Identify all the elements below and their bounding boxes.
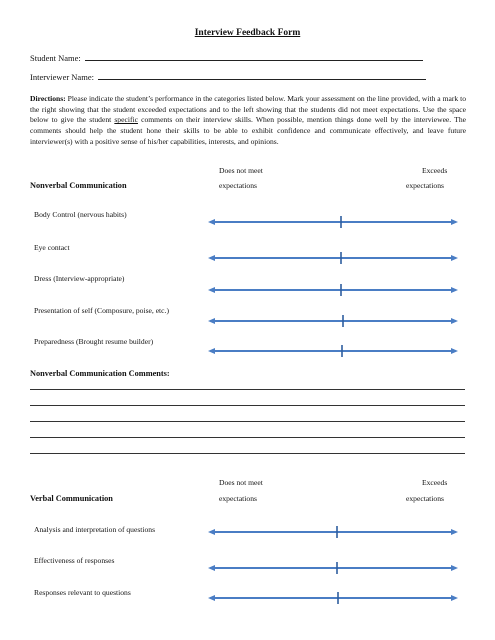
- interviewer-name-label: Interviewer Name:: [30, 72, 94, 82]
- scale-left-bottom: expectations: [219, 181, 257, 190]
- form-title: Interview Feedback Form: [194, 28, 301, 38]
- rating-scale-presentation[interactable]: [208, 315, 458, 327]
- arrow-left-icon: [208, 255, 215, 261]
- rating-scale-body-control[interactable]: [208, 216, 458, 228]
- scale-left-top: Does not meet: [219, 166, 263, 175]
- nonverbal-item-presentation: Presentation of self (Composure, poise, etc.): [34, 306, 169, 315]
- verbal-heading: Verbal Communication: [30, 494, 113, 503]
- nonverbal-item-dress: Dress (Interview-appropriate): [34, 274, 125, 283]
- arrow-left-icon: [208, 565, 215, 571]
- interviewer-name-line[interactable]: [98, 71, 426, 80]
- verbal-item-relevance: Responses relevant to questions: [34, 588, 131, 597]
- arrow-left-icon: [208, 318, 215, 324]
- arrow-right-icon: [451, 287, 458, 293]
- nonverbal-item-eye-contact: Eye contact: [34, 243, 70, 252]
- scale-left-top: Does not meet: [219, 478, 263, 487]
- comment-line[interactable]: [30, 389, 465, 390]
- directions-emphasis: specific: [114, 115, 138, 125]
- verbal-item-effectiveness: Effectiveness of responses: [34, 556, 115, 565]
- directions-text-1: Please indicate the student’s performance in the categories listed below. Mark your assessment on the line provided, with a mark to the right showing that the student exceeded expectations and to the left showing that the students did not meet expectations. Use the space below to give the student: [30, 94, 466, 125]
- scale-left-bottom: expectations: [219, 494, 257, 503]
- nonverbal-comments-heading: Nonverbal Communication Comments:: [30, 369, 170, 378]
- rating-scale-effectiveness[interactable]: [208, 562, 458, 574]
- rating-scale-preparedness[interactable]: [208, 345, 458, 357]
- scale-right-top: Exceeds: [422, 166, 448, 175]
- comment-line[interactable]: [30, 437, 465, 438]
- rating-scale-relevance[interactable]: [208, 592, 458, 604]
- scale-right-bottom: expectations: [406, 181, 444, 190]
- arrow-right-icon: [451, 348, 458, 354]
- arrow-left-icon: [208, 529, 215, 535]
- arrow-right-icon: [451, 529, 458, 535]
- arrow-left-icon: [208, 287, 215, 293]
- directions-paragraph: [30, 94, 466, 148]
- nonverbal-item-body-control: Body Control (nervous habits): [34, 210, 127, 219]
- verbal-item-analysis: Analysis and interpretation of questions: [34, 525, 156, 534]
- arrow-right-icon: [451, 595, 458, 601]
- nonverbal-heading: Nonverbal Communication: [30, 181, 127, 190]
- student-name-label: Student Name:: [30, 53, 81, 63]
- nonverbal-item-preparedness: Preparedness (Brought resume builder): [34, 337, 154, 346]
- directions-label: Directions:: [30, 94, 66, 103]
- arrow-right-icon: [451, 219, 458, 225]
- arrow-left-icon: [208, 595, 215, 601]
- comment-line[interactable]: [30, 421, 465, 422]
- scale-right-top: Exceeds: [422, 478, 448, 487]
- arrow-right-icon: [451, 318, 458, 324]
- student-name-line[interactable]: [85, 52, 423, 61]
- arrow-right-icon: [451, 565, 458, 571]
- directions-text-2: comments on their interview skills. When possible, mention things done well by the interviewee. The comments should help the student hone their skills to be able to exhibit confidence and communicate effectively, and leave future interviewer(s) with a positive sense of his/her capabilities, interests, and opinions.: [30, 115, 466, 146]
- rating-scale-dress[interactable]: [208, 284, 458, 296]
- arrow-left-icon: [208, 348, 215, 354]
- student-name-field[interactable]: [30, 52, 423, 63]
- arrow-right-icon: [451, 255, 458, 261]
- arrow-left-icon: [208, 219, 215, 225]
- rating-scale-analysis[interactable]: [208, 526, 458, 538]
- scale-right-bottom: expectations: [406, 494, 444, 503]
- interviewer-name-field[interactable]: [30, 71, 426, 82]
- comment-line[interactable]: [30, 405, 465, 406]
- rating-scale-eye-contact[interactable]: [208, 252, 458, 264]
- comment-line[interactable]: [30, 453, 465, 454]
